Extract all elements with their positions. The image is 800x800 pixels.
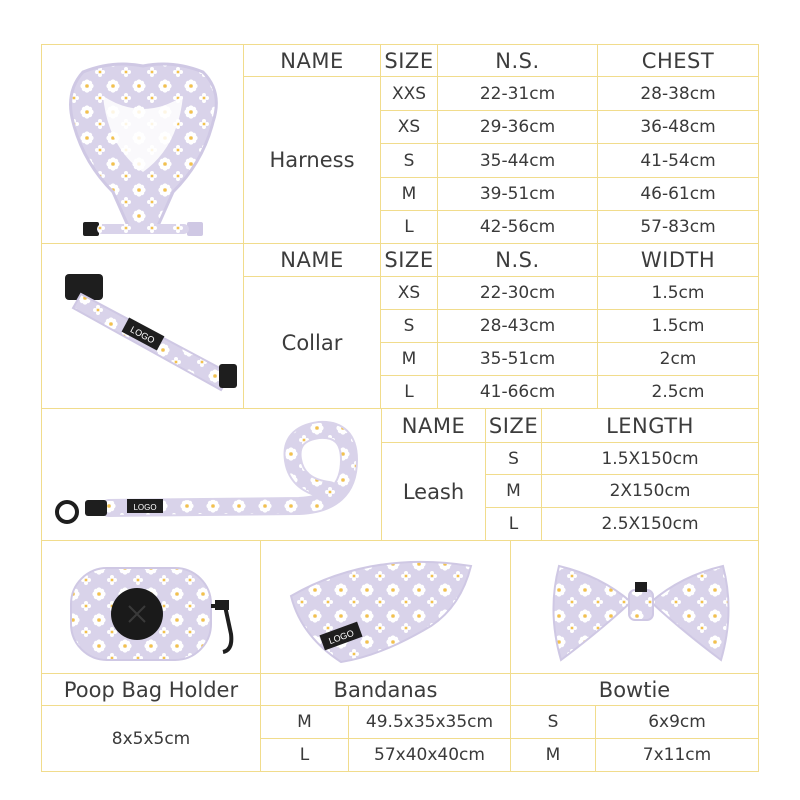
bowtie-size: S (547, 712, 559, 732)
bowtie-size: M (545, 745, 561, 765)
collar-width: 1.5cm (651, 316, 705, 336)
harness-header-name: NAME (280, 48, 344, 73)
collar-width: 2cm (659, 349, 697, 369)
bandana-dimensions: 49.5x35x35cm (365, 712, 494, 732)
harness-chest: 36-48cm (640, 117, 716, 137)
poop-bag-holder-image (65, 560, 245, 670)
leash-length: 1.5X150cm (601, 448, 699, 469)
collar-size: S (403, 316, 415, 336)
harness-ns: 29-36cm (479, 117, 556, 137)
poop-bag-size: 8x5x5cm (111, 728, 191, 749)
collar-header-ns: N.S. (495, 248, 540, 272)
bandana-image (281, 556, 491, 670)
harness-chest: 28-38cm (640, 83, 716, 104)
leash-header-name: NAME (401, 413, 466, 438)
collar-header-size: SIZE (384, 248, 434, 272)
collar-width: 1.5cm (651, 283, 705, 303)
collar-size: L (404, 382, 414, 402)
leash-logo-label: LOGO (133, 503, 157, 512)
collar-name: Collar (281, 330, 343, 355)
collar-ns: 28-43cm (479, 316, 556, 336)
leash-clip-icon (57, 500, 107, 522)
harness-header-size: SIZE (384, 48, 434, 73)
collar-image (51, 264, 241, 394)
bowtie-dimensions: 7x11cm (642, 745, 712, 765)
harness-size: XS (397, 117, 421, 137)
leash-header-length: LENGTH (606, 413, 694, 438)
collar-logo-label: LOGO (128, 324, 157, 346)
harness-ns: 42-56cm (479, 217, 556, 237)
collar-size: M (401, 349, 417, 369)
bandana-dimensions: 57x40x40cm (374, 745, 485, 765)
leash-length: 2.5X150cm (601, 514, 699, 534)
collar-header-width: WIDTH (640, 248, 716, 272)
leash-name: Leash (402, 479, 465, 504)
harness-chest: 46-61cm (640, 184, 716, 204)
collar-ns: 35-51cm (479, 349, 556, 369)
grid-line (41, 771, 759, 772)
bandana-logo-label: LOGO (327, 627, 356, 647)
harness-size: S (403, 150, 415, 171)
harness-ns: 39-51cm (479, 184, 556, 204)
harness-header-chest: CHEST (641, 48, 715, 73)
leash-image (49, 420, 369, 532)
harness-size: M (401, 184, 417, 204)
collar-ns: 22-30cm (479, 283, 556, 303)
leash-size: S (508, 448, 519, 469)
collar-width: 2.5cm (651, 382, 705, 402)
collar-size: XS (397, 283, 421, 303)
bandanas-title: Bandanas (333, 677, 438, 702)
harness-chest: 57-83cm (640, 217, 716, 237)
leash-header-size: SIZE (488, 413, 539, 438)
collar-header-name: NAME (280, 248, 344, 272)
harness-size: XXS (391, 83, 427, 104)
harness-header-ns: N.S. (495, 48, 540, 73)
bowtie-title: Bowtie (598, 677, 671, 702)
bandana-size: M (297, 712, 312, 732)
harness-ns: 22-31cm (479, 83, 556, 104)
harness-name: Harness (269, 148, 355, 172)
leash-size: L (508, 514, 519, 534)
harness-size: L (404, 217, 414, 237)
size-chart (41, 44, 759, 772)
collar-ns: 41-66cm (479, 382, 556, 402)
harness-ns: 35-44cm (479, 150, 556, 171)
bandana-size: L (299, 745, 310, 765)
bowtie-image (551, 556, 731, 666)
leash-length: 2X150cm (609, 481, 691, 501)
grid-line (41, 540, 759, 541)
harness-image (53, 52, 233, 236)
poop-bag-title: Poop Bag Holder (63, 677, 239, 702)
leash-size: M (506, 481, 521, 501)
bowtie-dimensions: 6x9cm (648, 712, 706, 732)
harness-chest: 41-54cm (640, 150, 716, 171)
